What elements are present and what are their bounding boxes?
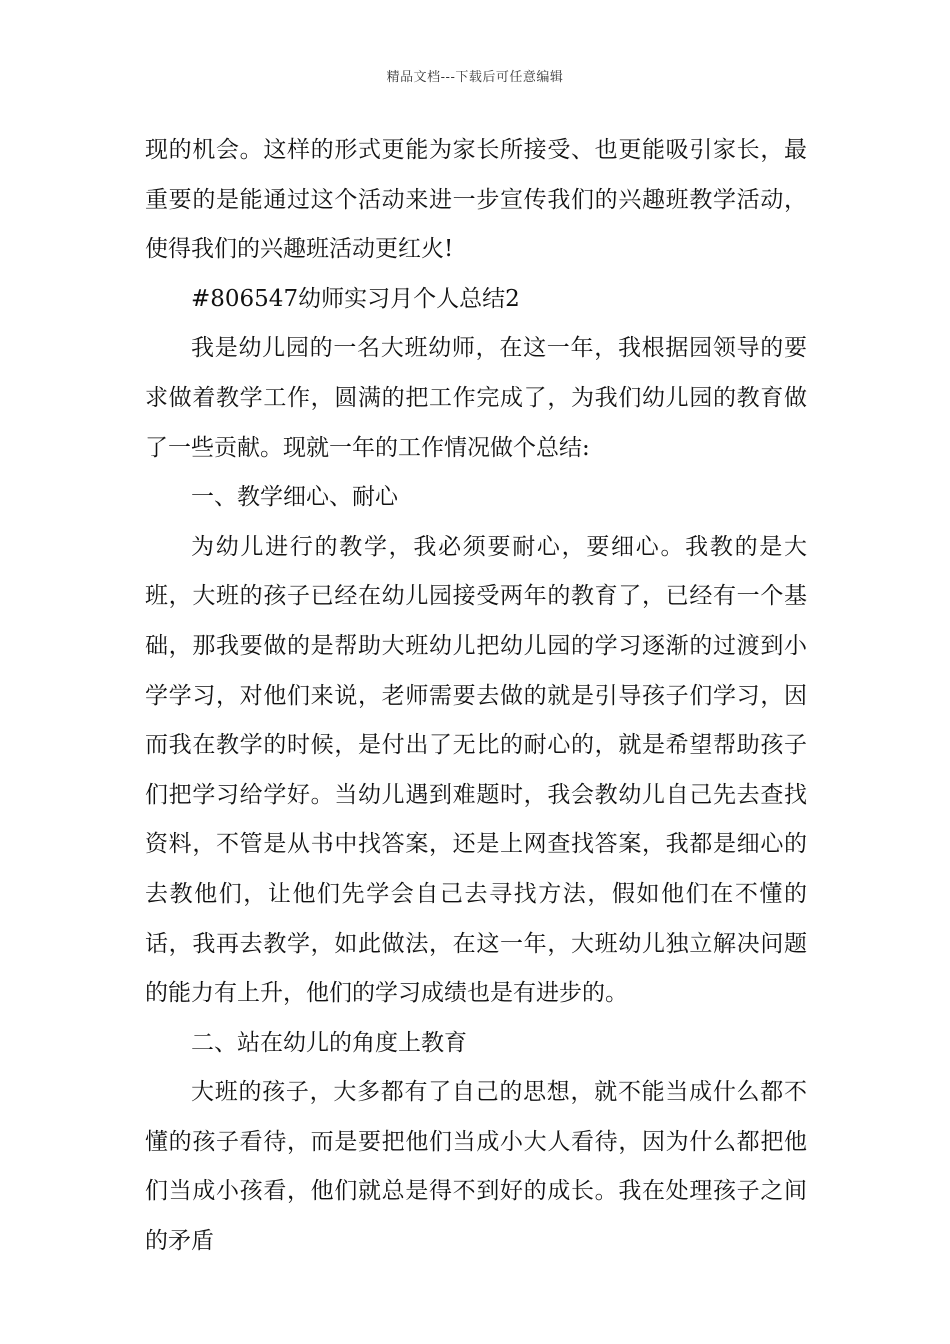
document-body — [145, 126, 807, 1267]
page-header: 精品文档---下载后可任意编辑 — [386, 70, 564, 85]
paragraph-intro: 我是幼儿园的一名大班幼师，在这一年，我根据园领导的要求做着教学工作，圆满的把工作完成了，为我们幼儿园的教育做了一些贡献。现就一年的工作情况做个总结: — [145, 335, 807, 461]
paragraph-section-1: 为幼儿进行的教学，我必须要耐心，要细心。我教的是大班，大班的孩子已经在幼儿园接受两年的教育了，已经有一个基础，那我要做的是帮助大班幼儿把幼儿园的学习逐渐的过渡到小学学习，对他们来说，老师需要去做的就是引导孩子们学习，因而我在教学的时候，是付出了无比的耐心的，就是希望帮助孩子们把学习给学好。当幼儿遇到难题时，我会教幼儿自己先去查找资料，不管是从书中找答案，还是上网查找答案，我都是细心的去教他们，让他们先学会自己去寻找方法，假如他们在不懂的话，我再去教学，如此做法，在这一年，大班幼儿独立解决问题的能力有上升，他们的学习成绩也是有进步的。 — [145, 533, 807, 1007]
section-heading-1: 一、教学细心、耐心 — [191, 484, 398, 511]
section-heading-summary-2: #806547幼师实习月个人总结2 — [191, 285, 520, 312]
section-heading-2: 二、站在幼儿的角度上教育 — [191, 1029, 467, 1056]
paragraph-section-2: 大班的孩子，大多都有了自己的思想，就不能当成什么都不懂的孩子看待，而是要把他们当成小大人看待，因为什么都把他们当成小孩看，他们就总是得不到好的成长。我在处理孩子之间的矛盾 — [145, 1079, 807, 1255]
paragraph-continuation: 现的机会。这样的形式更能为家长所接受、也更能吸引家长，最重要的是能通过这个活动来进一步宣传我们的兴趣班教学活动，使得我们的兴趣班活动更红火! — [145, 137, 807, 263]
